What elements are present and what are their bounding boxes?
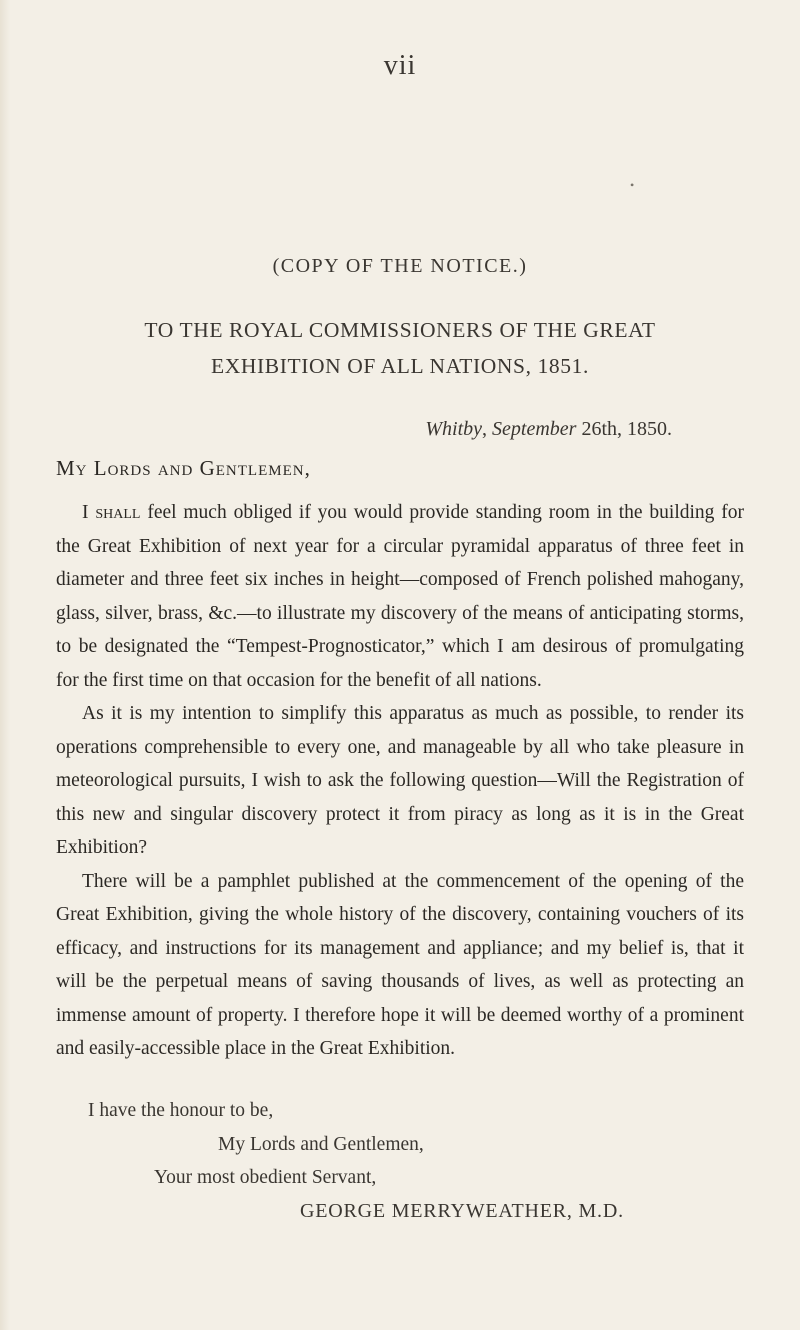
paragraph-1-lead: I shall (82, 502, 141, 523)
address-line-1: TO THE ROYAL COMMISSIONERS OF THE GREAT (144, 318, 656, 342)
notice-heading-text: (COPY OF THE NOTICE.) (272, 255, 528, 277)
salutation: My Lords and Gentlemen, (56, 456, 311, 480)
dateline-place: Whitby (425, 418, 483, 440)
address-block (0, 312, 800, 384)
dateline: Whitby, September 26th, 1850. (425, 418, 672, 440)
page-number: vii (383, 50, 417, 81)
letter-body (56, 496, 744, 1066)
notice-heading (0, 252, 800, 278)
address-line-2: EXHIBITION OF ALL NATIONS, 1851. (211, 354, 589, 378)
paragraph-1 (56, 496, 744, 697)
closing-line-1: I have the honour to be, (88, 1100, 274, 1121)
closing-line-2: My Lords and Gentlemen, (218, 1134, 424, 1155)
paragraph-3: There will be a pamphlet published at the commencement of the opening of the Great Exhibition, giving the whole history of the discovery, containing vouchers of its efficacy, and instructions for its management and appliance; and my belief is, that it will be the perpetual means of saving thousands of lives, as well as protecting an immense amount of property. I therefore hope it will be deemed worthy of a prominent and easily-accessible place in the Great Exhibition. (56, 870, 744, 1059)
dateline-year: 1850. (627, 418, 672, 440)
paragraph-1-text: feel much obliged if you would provide standing room in the building for the Great Exhibition of next year for a circular pyramidal apparatus of three feet in diameter and three feet six inches in height—composed of French polished mahogany, glass, silver, brass, &c.—to illustrate my discovery of the means of anticipating storms, to be designated the “Tempest-Prognosticator,” which I am desirous of promulgating for the first time on that occasion for the benefit of all nations. (56, 502, 745, 691)
signature: GEORGE MERRYWEATHER, M.D. (300, 1200, 624, 1222)
closing-line-3: Your most obedient Servant, (154, 1167, 377, 1188)
dateline-month: September (492, 418, 577, 440)
paragraph-2: As it is my intention to simplify this apparatus as much as possible, to render its operations comprehensible to every one, and manageable by all who take pleasure in meteorological pursuits, I wish to ask the following question—Will the Registration of this new and singular discovery protect it from piracy as long as it is in the Great Exhibition? (56, 703, 744, 858)
page-edge-shadow (0, 0, 10, 1330)
stray-ink-mark: • (630, 178, 635, 192)
dateline-day: 26th (581, 418, 617, 440)
